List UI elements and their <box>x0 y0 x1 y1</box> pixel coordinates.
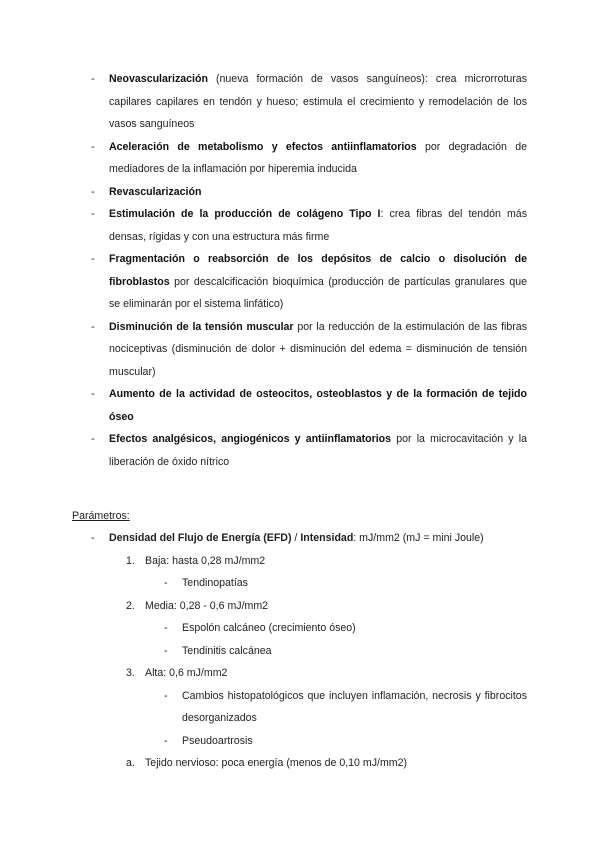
level-number: 3. <box>126 667 135 679</box>
item-bold: Estimulación de la producción de colágeno Tipo I <box>109 208 381 220</box>
item-bold: Neovascularización <box>109 73 208 85</box>
level-number: 1. <box>126 554 135 567</box>
bullet-dash: - <box>91 208 95 220</box>
item-bold: Efectos analgésicos, angiogénicos y antiinflamatorios <box>109 433 392 445</box>
bullet-dash: - <box>91 320 95 333</box>
level-label: Tejido nervioso: poca energía (menos de 0,10 mJ/mm2) <box>145 757 408 769</box>
sub-item-text: Espolón calcáneo (crecimiento óseo) <box>182 622 356 634</box>
intensity-label: Intensidad <box>300 532 354 544</box>
parameters-list <box>0 527 600 775</box>
bullet-dash: - <box>91 433 95 445</box>
sub-item-text: Tendinopatías <box>182 577 248 589</box>
bullet-dash: - <box>91 140 95 153</box>
level-label: Alta: 0,6 mJ/mm2 <box>145 667 228 679</box>
bullet-dash: - <box>91 73 95 85</box>
bullet-dash: - <box>91 253 95 265</box>
item-text: : crea fibras del tendón más densas, rígidas y con una estructura más firme <box>109 208 527 243</box>
effects-list <box>0 68 600 473</box>
efd-row <box>0 527 600 550</box>
bullet-dash: - <box>91 532 95 544</box>
list-item <box>0 248 600 316</box>
section-heading <box>72 505 130 527</box>
list-item <box>0 68 600 136</box>
level-label: Media: 0,28 - 0,6 mJ/mm2 <box>145 599 269 612</box>
bullet-dash: - <box>91 388 95 400</box>
item-bold: Disminución de la tensión muscular <box>109 320 294 333</box>
list-item <box>0 383 600 428</box>
efd-sep: / <box>291 532 301 544</box>
item-text: por la microcavitación y la liberación de óxido nítrico <box>109 433 527 468</box>
item-text: por descalcificación bioquímica (producción de partículas granulares que se eliminarán por el sistema linfático) <box>109 275 527 310</box>
bullet-dash: - <box>164 734 168 747</box>
item-bold: Aumento de la actividad de osteocitos, osteoblastos y de la formación de tejido óseo <box>109 388 527 423</box>
sub-item <box>0 685 600 730</box>
list-item <box>0 316 600 384</box>
level-label: Baja: hasta 0,28 mJ/mm2 <box>145 554 266 567</box>
bullet-dash: - <box>164 577 168 589</box>
list-item <box>0 428 600 473</box>
efd-unit: : mJ/mm2 (mJ = mini Joule) <box>353 532 484 544</box>
list-item <box>0 203 600 248</box>
sub-item <box>0 640 600 663</box>
bullet-dash: - <box>91 185 95 198</box>
heading-text: Parámetros <box>72 510 127 522</box>
sub-item <box>0 730 600 753</box>
level-row-media <box>0 595 600 618</box>
level-row-baja <box>0 550 600 573</box>
item-bold: Revascularización <box>109 185 202 198</box>
sub-item-text: Tendinitis calcánea <box>182 644 272 657</box>
list-item <box>0 181 600 204</box>
sub-item-text: Cambios histopatológicos que incluyen inflamación, necrosis y fibrocitos desorganizados <box>182 689 527 724</box>
sub-item <box>0 617 600 640</box>
heading-colon: : <box>126 510 130 522</box>
bullet-dash: - <box>164 622 168 634</box>
item-text: por la reducción de la estimulación de las fibras nociceptivas (disminución de dolor + disminución del edema = disminución de tensión muscular) <box>109 320 527 378</box>
level-row-alta <box>0 662 600 685</box>
sub-item-text: Pseudoartrosis <box>182 734 253 747</box>
bullet-dash: - <box>164 644 168 657</box>
list-item <box>0 136 600 181</box>
efd-label: Densidad del Flujo de Energía (EFD) <box>109 532 292 544</box>
item-text: por degradación de mediadores de la inflamación por hiperemia inducida <box>109 140 527 175</box>
level-letter: a. <box>126 757 135 769</box>
sub-item <box>0 572 600 595</box>
item-bold: Fragmentación o reabsorción de los depósitos de calcio o disolución de fibroblastos <box>109 253 527 288</box>
bullet-dash: - <box>164 689 168 702</box>
item-bold: Aceleración de metabolismo y efectos antiinflamatorios <box>109 140 417 153</box>
item-text: (nueva formación de vasos sanguíneos): crea microrroturas capilares capilares en tendón y hueso; estimula el crecimiento y remodelación de los vasos sanguíneos <box>109 73 527 130</box>
level-row-nervioso <box>0 752 600 775</box>
level-number: 2. <box>126 599 135 612</box>
